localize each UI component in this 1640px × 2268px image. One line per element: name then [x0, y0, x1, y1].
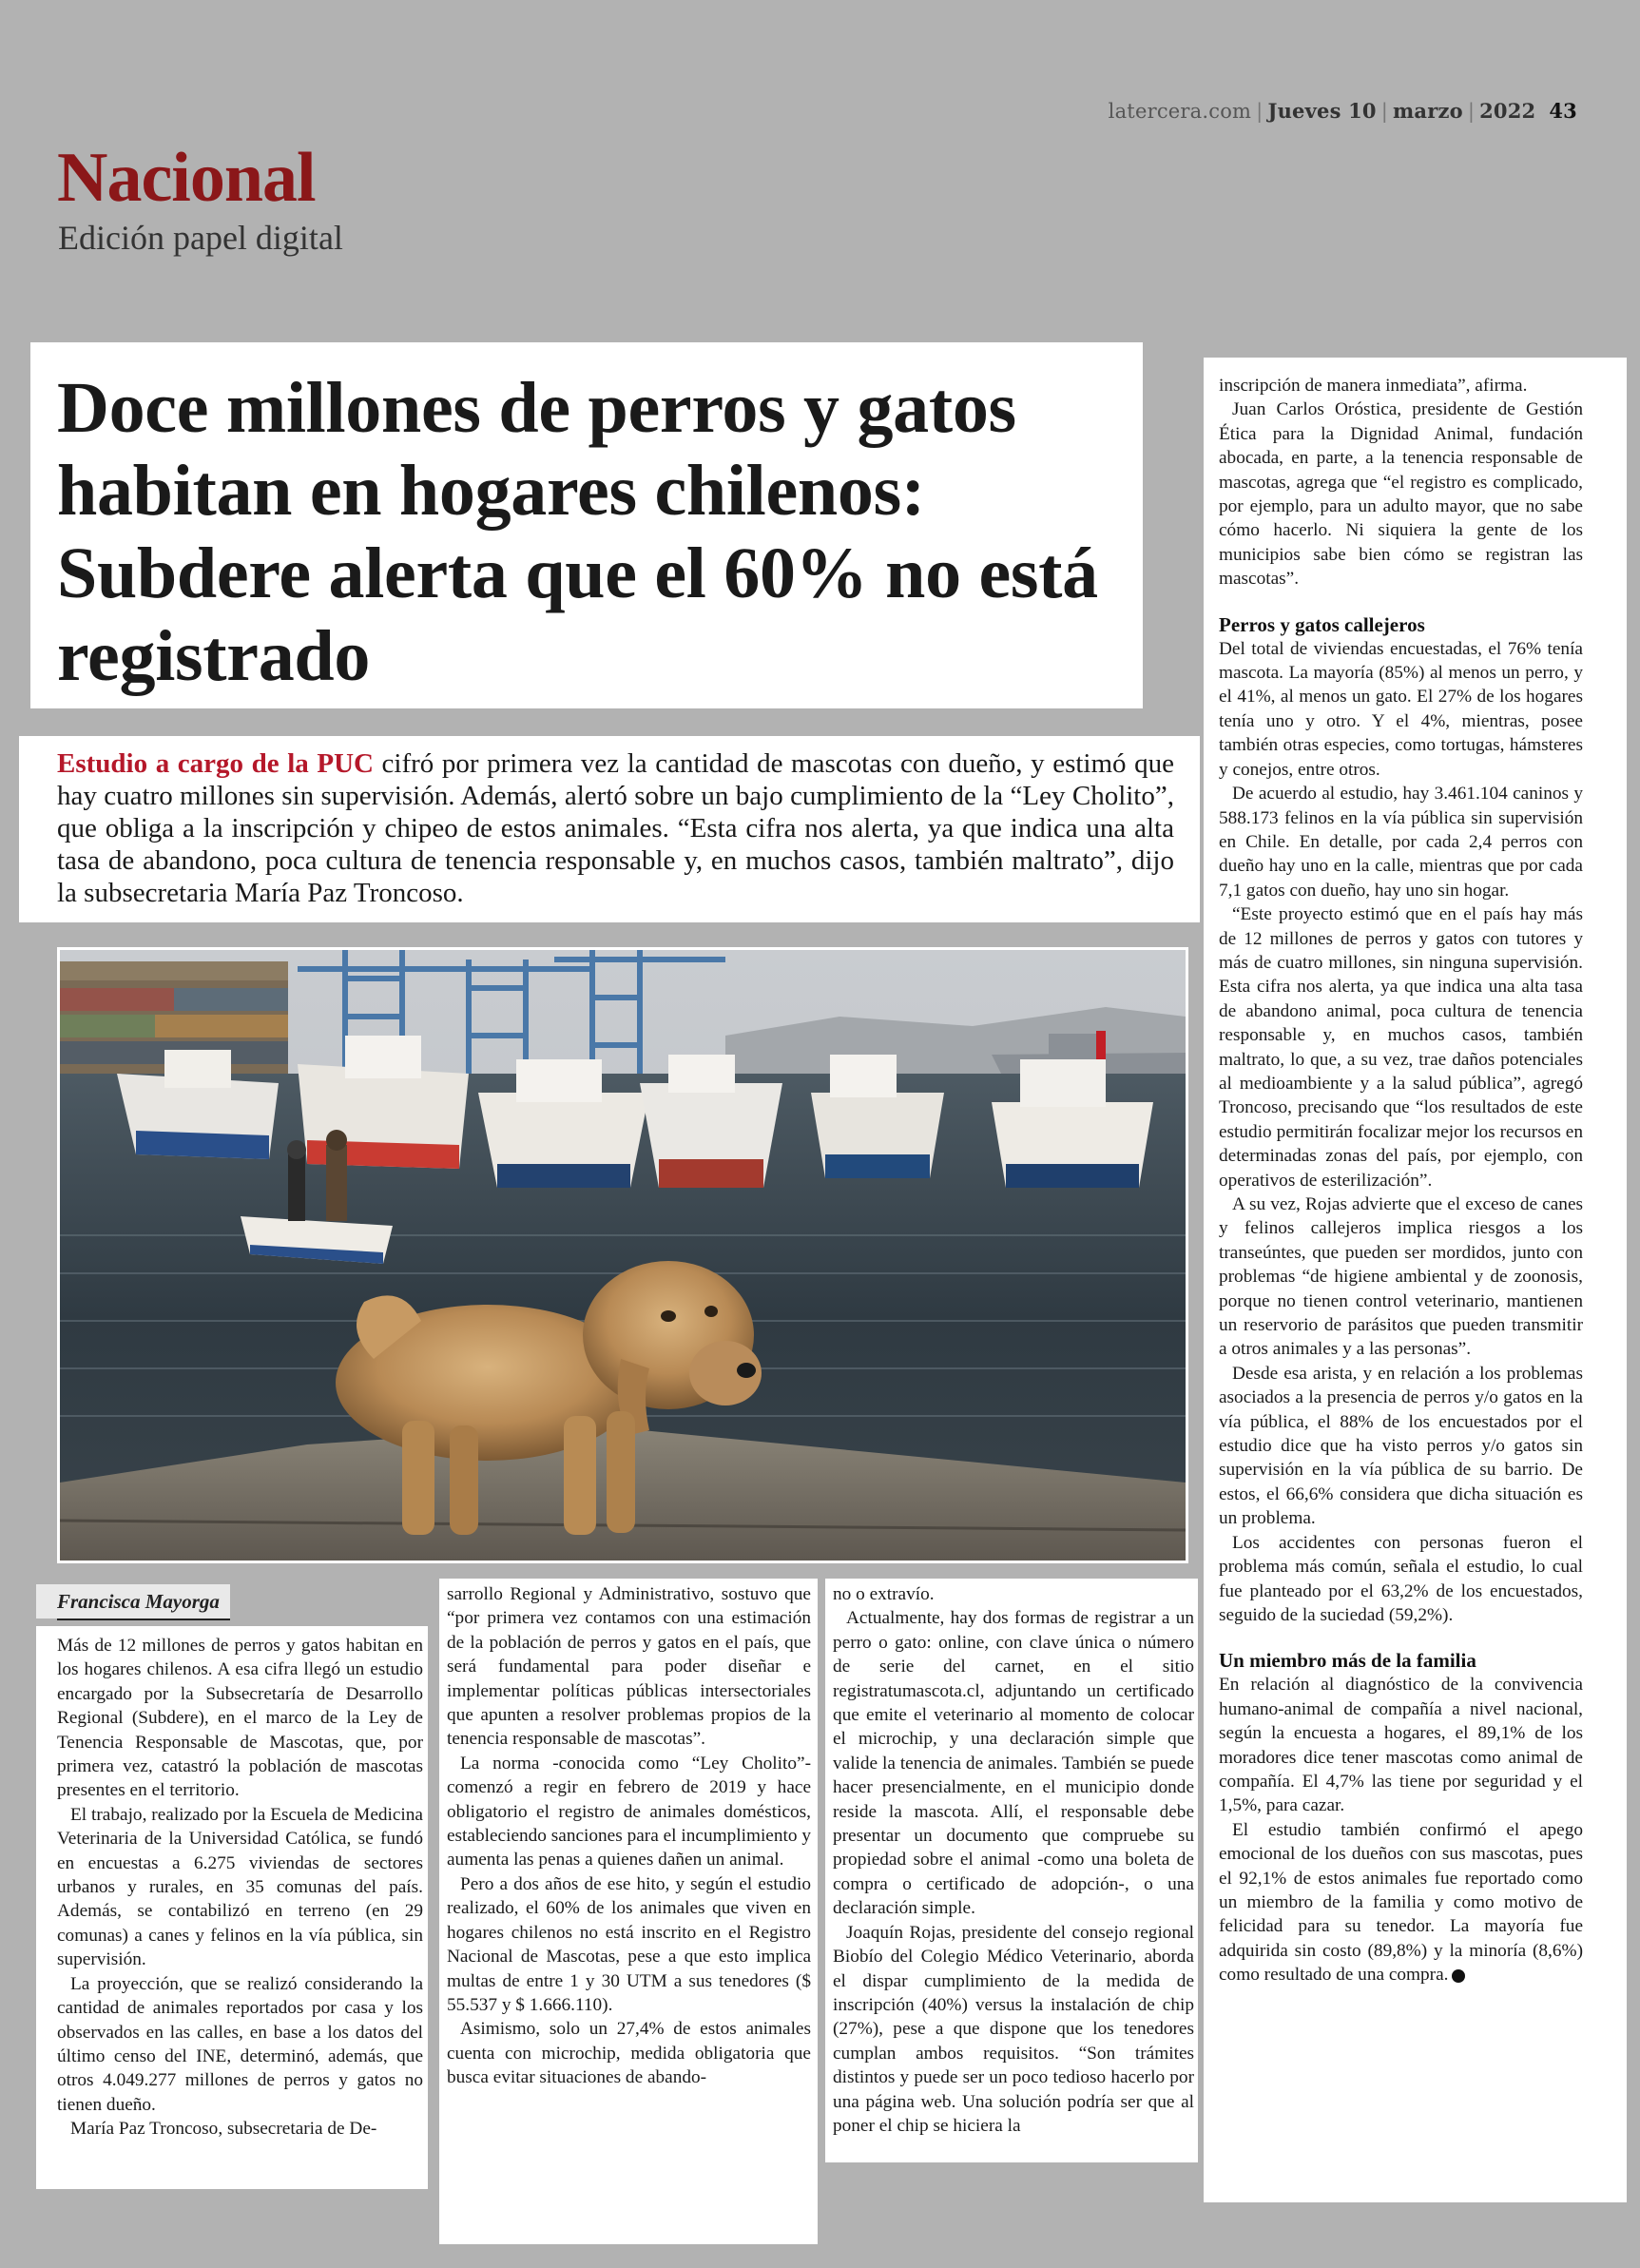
paragraph: Juan Carlos Oróstica, presidente de Gestión Ética para la Dignidad Animal, fundación abocada, en parte, a la tenencia responsable de mascotas, agrega que “el registro es complicado, por ejemplo, para un adulto mayor, que no sabe cómo hacerlo. Ni siquiera la gente de los municipios sabe bien cómo se registran las mascotas”. [1219, 399, 1583, 590]
page-number: 43 [1549, 99, 1577, 123]
paragraph-text: El estudio también confirmó el apego emocional de los dueños con sus mascotas, pues el 92,1% de estos animales fue reportado como un miembro de la familia y como motivo de felicidad para su tenedor. La mayoría fue adquirida sin costo (89,8%) y la minoría (8,6%) como resultado de una compra. [1219, 1819, 1583, 1986]
paragraph: Más de 12 millones de perros y gatos habitan en los hogares chilenos. A esa cifra llegó un estudio encargado por la Subsecretaría de Desarrollo Regional (Subdere), en el marco de la Ley de Tenencia Responsable de Mascotas, que, por primera vez, catastró la población de mascotas presentes en el territorio. [57, 1636, 423, 1801]
date-month: marzo [1393, 99, 1463, 123]
date-year: 2022 [1479, 99, 1536, 123]
article-photo [60, 950, 1186, 1560]
headline: Doce millones de perros y gatos habitan en hogares chilenos: Subdere alerta que el 60% no está registrado [57, 368, 1098, 696]
paragraph: En relación al diagnóstico de la convivencia humano-animal de compañía a nivel nacional, según la encuesta a hogares, el 89,1% de los moradores dice tener mascotas como animal de compañía. El 4,7% las tiene por seguridad y el 1,5%, para cazar. [1219, 1675, 1583, 1816]
harbor-dog-photo [60, 950, 1186, 1560]
article-column-1 [57, 1634, 423, 2142]
byline: Francisca Mayorga [57, 1590, 220, 1613]
lead-paragraph [57, 747, 1174, 909]
paragraph: Actualmente, hay dos formas de registrar a un perro o gato: online, con clave única o número de serie del carnet, en el sitio registratumascota.cl, adjuntando un certificado que emite el veterinario al momento de colocar el microchip, y una declaración simple que valide la tenencia de animales. También se puede hacer presencialmente, en el municipio donde reside la mascota. Allí, el responsable debe presentar un documento que compruebe su propiedad sobre el animal -como una boleta de compra o certificado de adopción-, o una declaración simple. [833, 1608, 1194, 1919]
subheading-street-animals: Perros y gatos callejeros [1219, 612, 1425, 636]
paragraph: María Paz Troncoso, subsecretaria de De- [70, 2119, 377, 2140]
paragraph: inscripción de manera inmediata”, afirma. [1219, 376, 1528, 396]
edition-subtitle: Edición papel digital [58, 219, 343, 257]
paragraph: A su vez, Rojas advierte que el exceso de canes y felinos callejeros implica riesgos a los transeúntes, que pueden ser mordidos, junto con problemas “de higiene ambiental y de zoonosis, porque no tienen control veterinario, mantienen un reservorio de parásitos que pueden transmitir a otros animales y a las personas”. [1219, 1194, 1583, 1360]
paragraph-final [1219, 1818, 1583, 1987]
section-title: Nacional [57, 139, 316, 217]
paragraph: La norma -conocida como “Ley Cholito”- comenzó a regir en febrero de 2019 y hace obligatorio el registro de animales domésticos, estableciendo sanciones para el incumplimiento y aumenta las penas a quienes dañen un animal. [447, 1753, 811, 1871]
paragraph: La proyección, que se realizó considerando la cantidad de animales reportados por casa y los observados en las calles, en base a los datos del último censo del INE, determinó, además, que otros 4.049.277 millones de perros y gatos no tienen dueño. [57, 1973, 423, 2115]
byline-rule [57, 1619, 230, 1620]
lead-highlight: Estudio a cargo de la PUC [57, 748, 374, 779]
paragraph: El trabajo, realizado por la Escuela de Medicina Veterinaria de la Universidad Católica, se fundó en encuestas a 6.275 viviendas de sectores urbanos y rurales, en 35 comunas del país. Además, se contabilizó en terreno (en 29 comunas) a canes y felinos en la vía pública, sin supervisión. [57, 1804, 423, 1970]
paragraph: Asimismo, solo un 27,4% de estos animales cuenta con microchip, medida obligatoria que busca evitar situaciones de abando- [447, 2019, 811, 2088]
paragraph: Del total de viviendas encuestadas, el 76% tenía mascota. La mayoría (85%) al menos un perro, y el 41%, al menos un gato. El 27% de los hogares tenía uno y otro. Y el 4%, mientras, posee también otras especies, como tortugas, hámsteres y conejos, entre otros. [1219, 638, 1583, 780]
paragraph: no o extravío. [833, 1584, 935, 1604]
article-column-4 [1219, 374, 1583, 1987]
end-of-article-icon [1452, 1969, 1465, 1983]
paragraph: Pero a dos años de ese hito, y según el estudio realizado, el 60% de los animales que viven en hogares chilenos no está inscrito en el Registro Nacional de Mascotas, pese a que esto implica multas de entre 1 y 30 UTM a sus tenedores ($ 55.537 y $ 1.666.110). [447, 1873, 811, 2015]
paragraph: Joaquín Rojas, presidente del consejo regional Biobío del Colegio Médico Veterinario, aborda el dispar cumplimiento de la medida de inscripción (40%) versus la instalación de chip (27%), pese a que dispone que los tenedores cumplan ambos requisitos. “Son trámites distintos y puede ser un poco tedioso hacerlo por una página web. Una solución podría ser que al poner el chip se hiciera la [833, 1922, 1194, 2136]
page-header-line: latercera.com | Jueves 10 | marzo | 2022 43 [1108, 99, 1577, 123]
paragraph: “Este proyecto estimó que en el país hay más de 12 millones de perros y gatos con tutores y más de cuatro millones, sin ninguna supervisión. Esta cifra nos alerta, ya que indica una alta tasa de abandono animal, poca cultura de tenencia responsable y, en muchos casos, también maltrato, lo que, a su vez, trae daños potenciales al medioambiente y a la salud pública”, agregó Troncoso, precisando que “los resultados de este estudio permitirán focalizar mejor los recursos en determinadas zonas del país, por ejemplo, con operativos de esterilización”. [1219, 904, 1583, 1191]
article-column-2 [447, 1582, 811, 2090]
paragraph: sarrollo Regional y Administrativo, sostuvo que “por primera vez contamos con una estimación de la población de perros y gatos en el país, que será fundamental para poder diseñar e implementar políticas públicas intersectoriales que apunten a resolver problemas propios de la tenencia responsable de mascotas”. [447, 1584, 811, 1750]
paragraph: De acuerdo al estudio, hay 3.461.104 caninos y 588.173 felinos en la vía pública sin supervisión en Chile. En detalle, por cada 2,4 perros con dueño hay uno en la calle, mientras que por cada 7,1 gatos con dueño, hay uno sin hogar. [1219, 784, 1583, 901]
article-column-3 [833, 1582, 1194, 2138]
site-name: latercera.com [1108, 100, 1252, 123]
paragraph: Los accidentes con personas fueron el problema más común, señala el estudio, lo cual fue planteado por el 63,2% de los encuestados, seguido de la suciedad (59,2%). [1219, 1532, 1583, 1625]
lead-text: cifró por primera vez la cantidad de mascotas con dueño, y estimó que hay cuatro millones sin supervisión. Además, alertó sobre un bajo cumplimiento de la “Ley Cholito”, que obliga a la inscripción y chipeo de estos animales. “Esta cifra nos alerta, ya que indica una alta tasa de abandono, poca cultura de tenencia responsable y, en muchos casos, también maltrato”, dijo la subsecretaria María Paz Troncoso. [57, 748, 1175, 908]
paragraph: Desde esa arista, y en relación a los problemas asociados a la presencia de perros y/o gatos en la vía pública, el 88% de los encuestados por el estudio dice que ha visto perros y/o gatos sin supervisión en la vía pública de su barrio. De estos, el 66,6% considera que dicha situación es un problema. [1219, 1363, 1583, 1529]
subheading-family-member: Un miembro más de la familia [1219, 1649, 1476, 1673]
date-weekday: Jueves 10 [1267, 99, 1377, 123]
